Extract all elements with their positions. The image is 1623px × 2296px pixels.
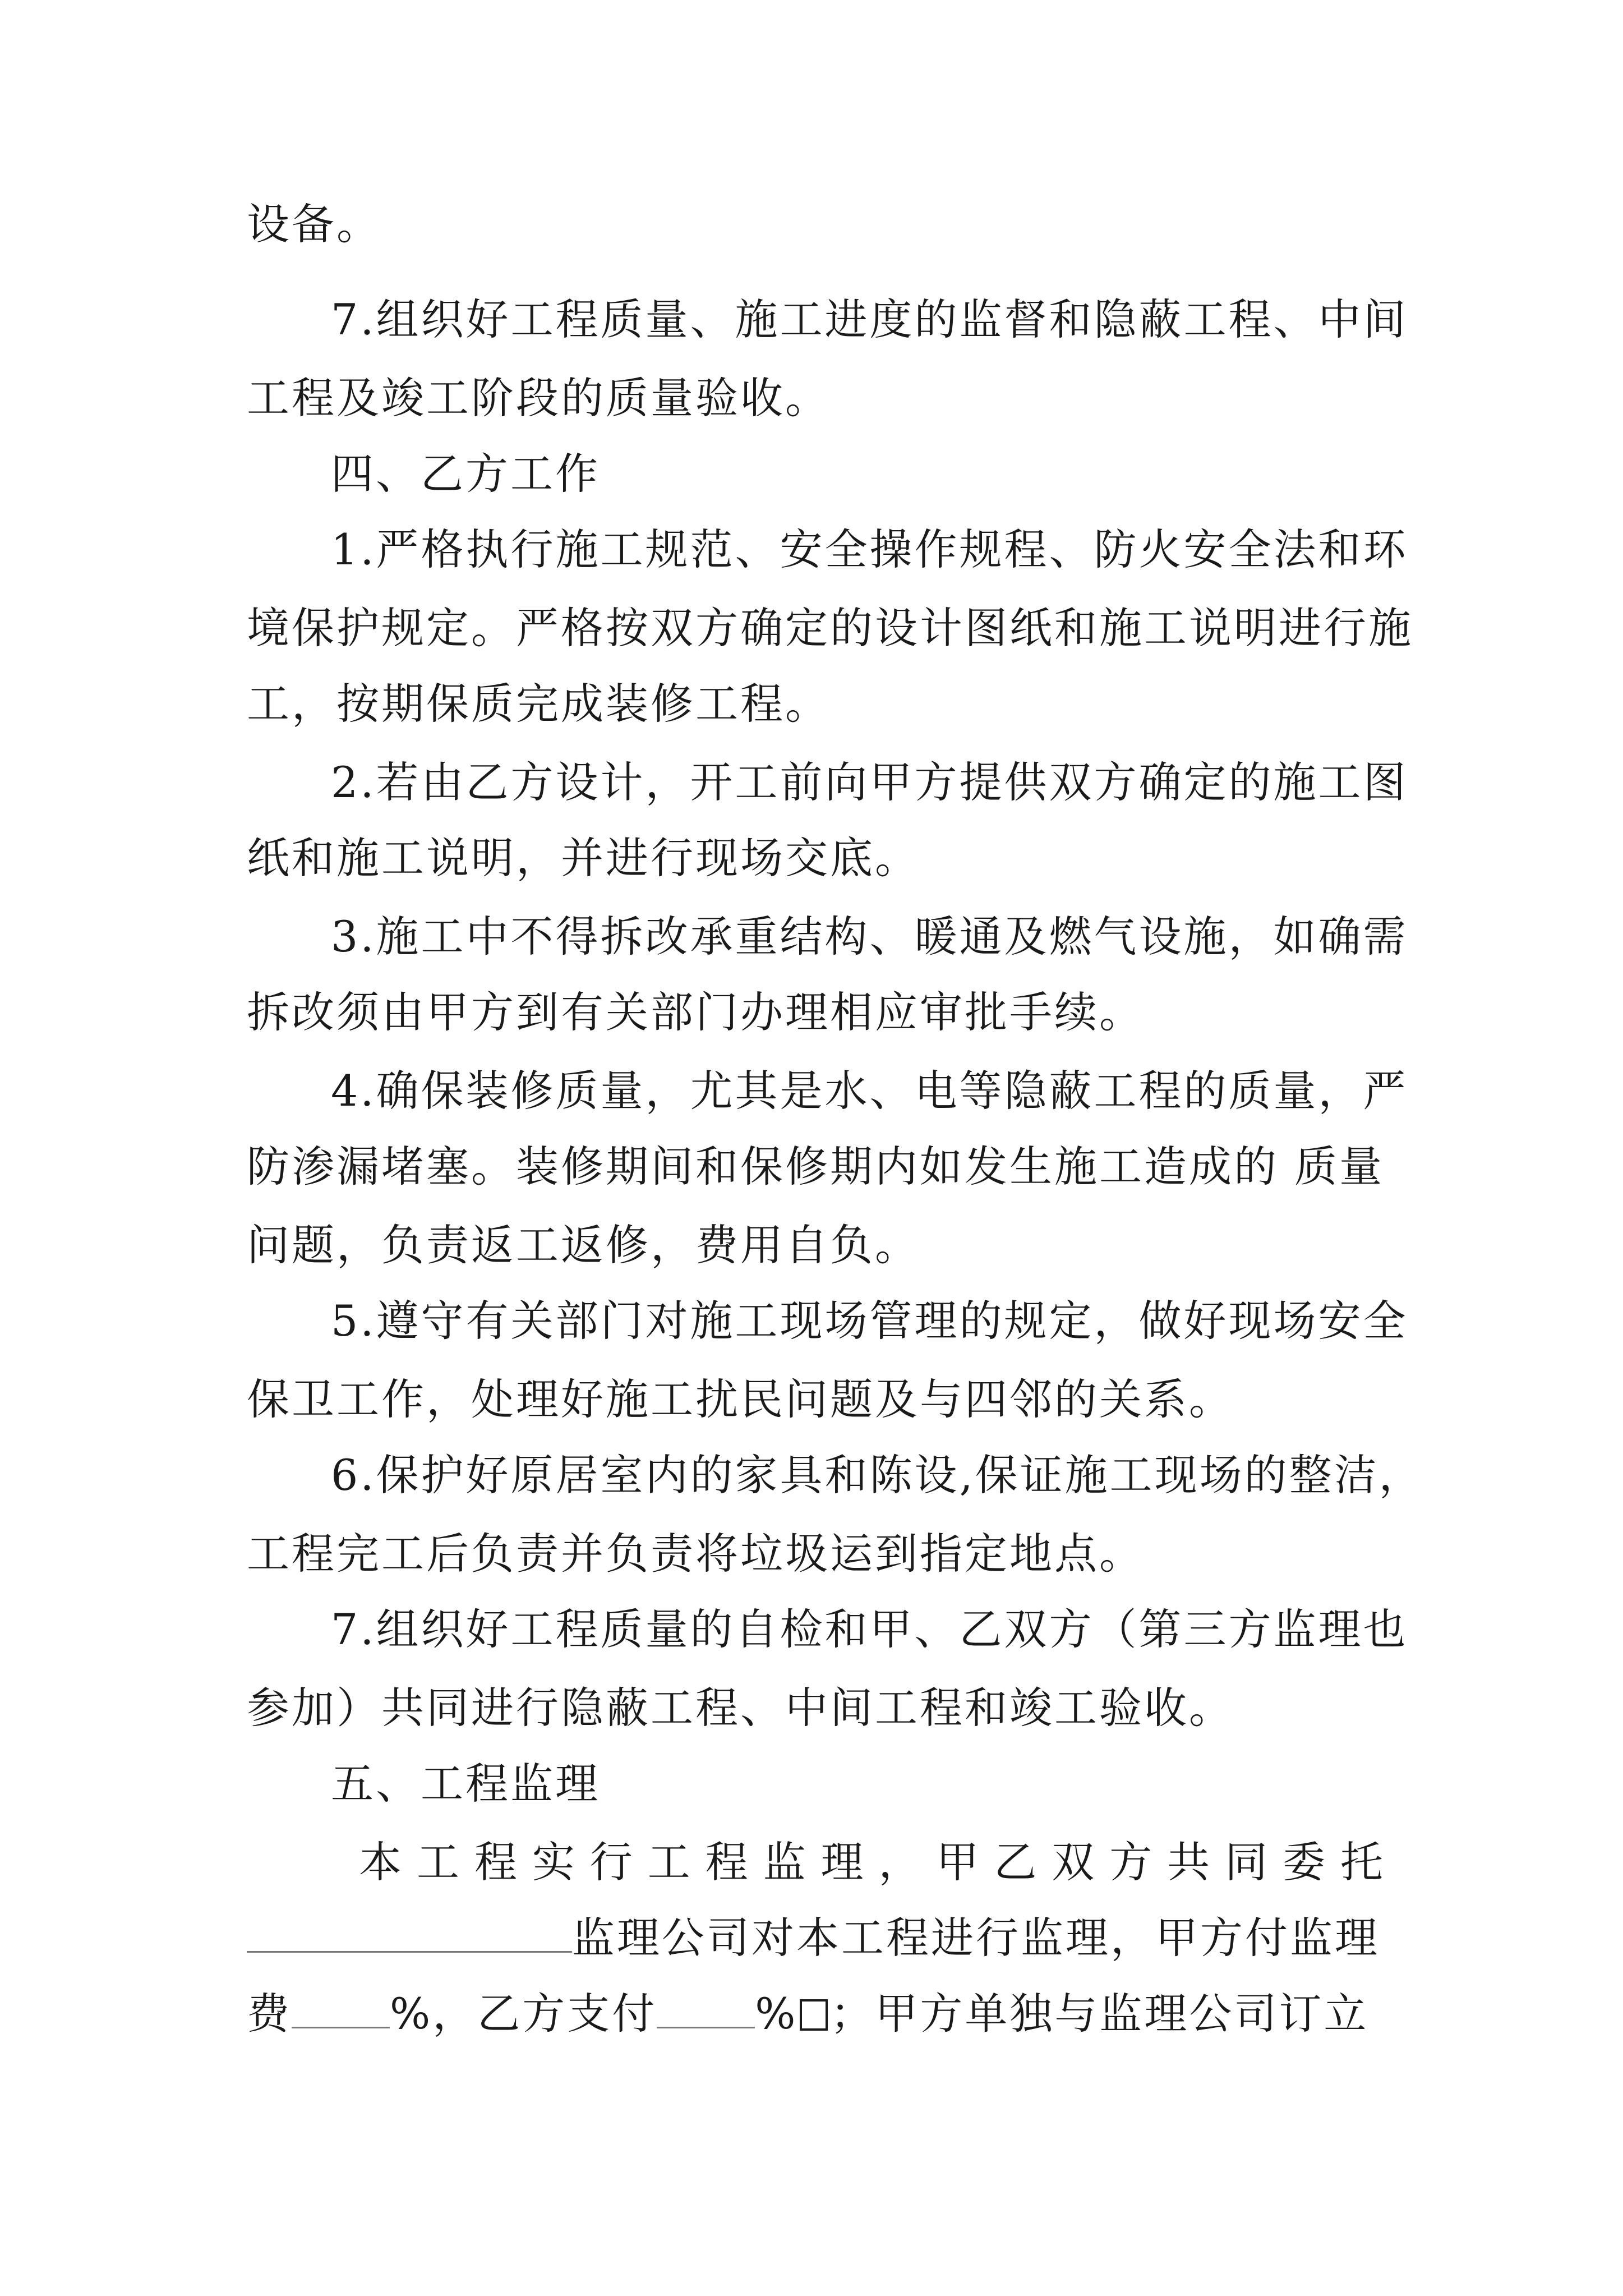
- text-line: 境保护规定。严格按双方确定的设计图纸和施工说明进行施: [247, 603, 1413, 653]
- text-line: 防渗漏堵塞。装修期间和保修期内如发生施工造成的 质量: [247, 1142, 1385, 1191]
- text-line: 1.严格执行施工规范、安全操作规程、防火安全法和环: [331, 524, 1408, 574]
- char: 程: [474, 1837, 519, 1887]
- text-line: 7.组织好工程质量、施工进度的监督和隐蔽工程、中间: [331, 295, 1408, 344]
- char: 同: [1225, 1837, 1270, 1887]
- char: 共: [1167, 1837, 1212, 1887]
- text-line: 纸和施工说明，并进行现场交底。: [247, 833, 920, 883]
- char: 实: [532, 1837, 577, 1887]
- text-line: 问题，负责返工返修，费用自负。: [247, 1220, 920, 1270]
- char: 托: [1340, 1837, 1385, 1887]
- char: ，: [878, 1837, 924, 1887]
- text-line: 2.若由乙方设计，开工前向甲方提供双方确定的施工图: [331, 757, 1408, 807]
- char: 方: [1109, 1837, 1155, 1887]
- text-line: 工，按期保质完成装修工程。: [247, 679, 830, 729]
- char: 监: [763, 1837, 808, 1887]
- supervision-text: 监理公司对本工程进行监理，甲方付监理: [572, 1913, 1380, 1963]
- char: 本: [359, 1837, 404, 1887]
- char: 乙: [994, 1837, 1039, 1887]
- char: 工: [416, 1837, 462, 1887]
- char: 工: [647, 1837, 693, 1887]
- supervision-clause-line1: [359, 1834, 1385, 1890]
- text-line: 工程及竣工阶段的质量验收。: [247, 373, 830, 423]
- text-line: 7.组织好工程质量的自检和甲、乙双方（第三方监理也: [331, 1604, 1408, 1654]
- char: 双: [1052, 1837, 1097, 1887]
- supervision-clause-line2: [247, 1910, 1380, 1966]
- checkbox-icon[interactable]: [800, 1999, 828, 2031]
- char: 行: [589, 1837, 635, 1887]
- char: 委: [1283, 1837, 1327, 1887]
- text-line: 4.确保装修质量，尤其是水、电等隐蔽工程的质量，严: [331, 1066, 1408, 1116]
- party-b-label: %，乙方支付: [390, 1989, 657, 2039]
- text-line: 6.保护好原居室内的家具和陈设,保证施工现场的整洁，: [331, 1450, 1424, 1500]
- party-b-percent-blank[interactable]: [657, 1987, 755, 2028]
- text-line: 5.遵守有关部门对施工现场管理的规定，做好现场安全: [331, 1296, 1408, 1346]
- supervision-company-blank[interactable]: [247, 1912, 572, 1953]
- fee-label: 费: [247, 1989, 292, 2039]
- supervision-text-tail: ；甲方单独与监理公司订立: [830, 1989, 1369, 2039]
- supervision-clause-line3: [247, 1986, 1368, 2042]
- percent-sign: %: [755, 1989, 798, 2039]
- text-line: 拆改须由甲方到有关部门办理相应审批手续。: [247, 987, 1144, 1037]
- char: 理: [820, 1837, 866, 1887]
- section-heading: 四、乙方工作: [331, 449, 600, 499]
- text-line: 设备。: [247, 199, 381, 249]
- text-line: 3.施工中不得拆改承重结构、暖通及燃气设施，如确需: [331, 912, 1408, 961]
- char: 程: [705, 1837, 750, 1887]
- text-line: 保卫工作，处理好施工扰民问题及与四邻的关系。: [247, 1374, 1234, 1424]
- section-heading: 五、工程监理: [331, 1759, 600, 1809]
- char: 甲: [936, 1837, 981, 1887]
- text-line: 参加）共同进行隐蔽工程、中间工程和竣工验收。: [247, 1683, 1234, 1733]
- party-a-percent-blank[interactable]: [292, 1987, 390, 2028]
- text-line: 工程完工后负责并负责将垃圾运到指定地点。: [247, 1529, 1144, 1579]
